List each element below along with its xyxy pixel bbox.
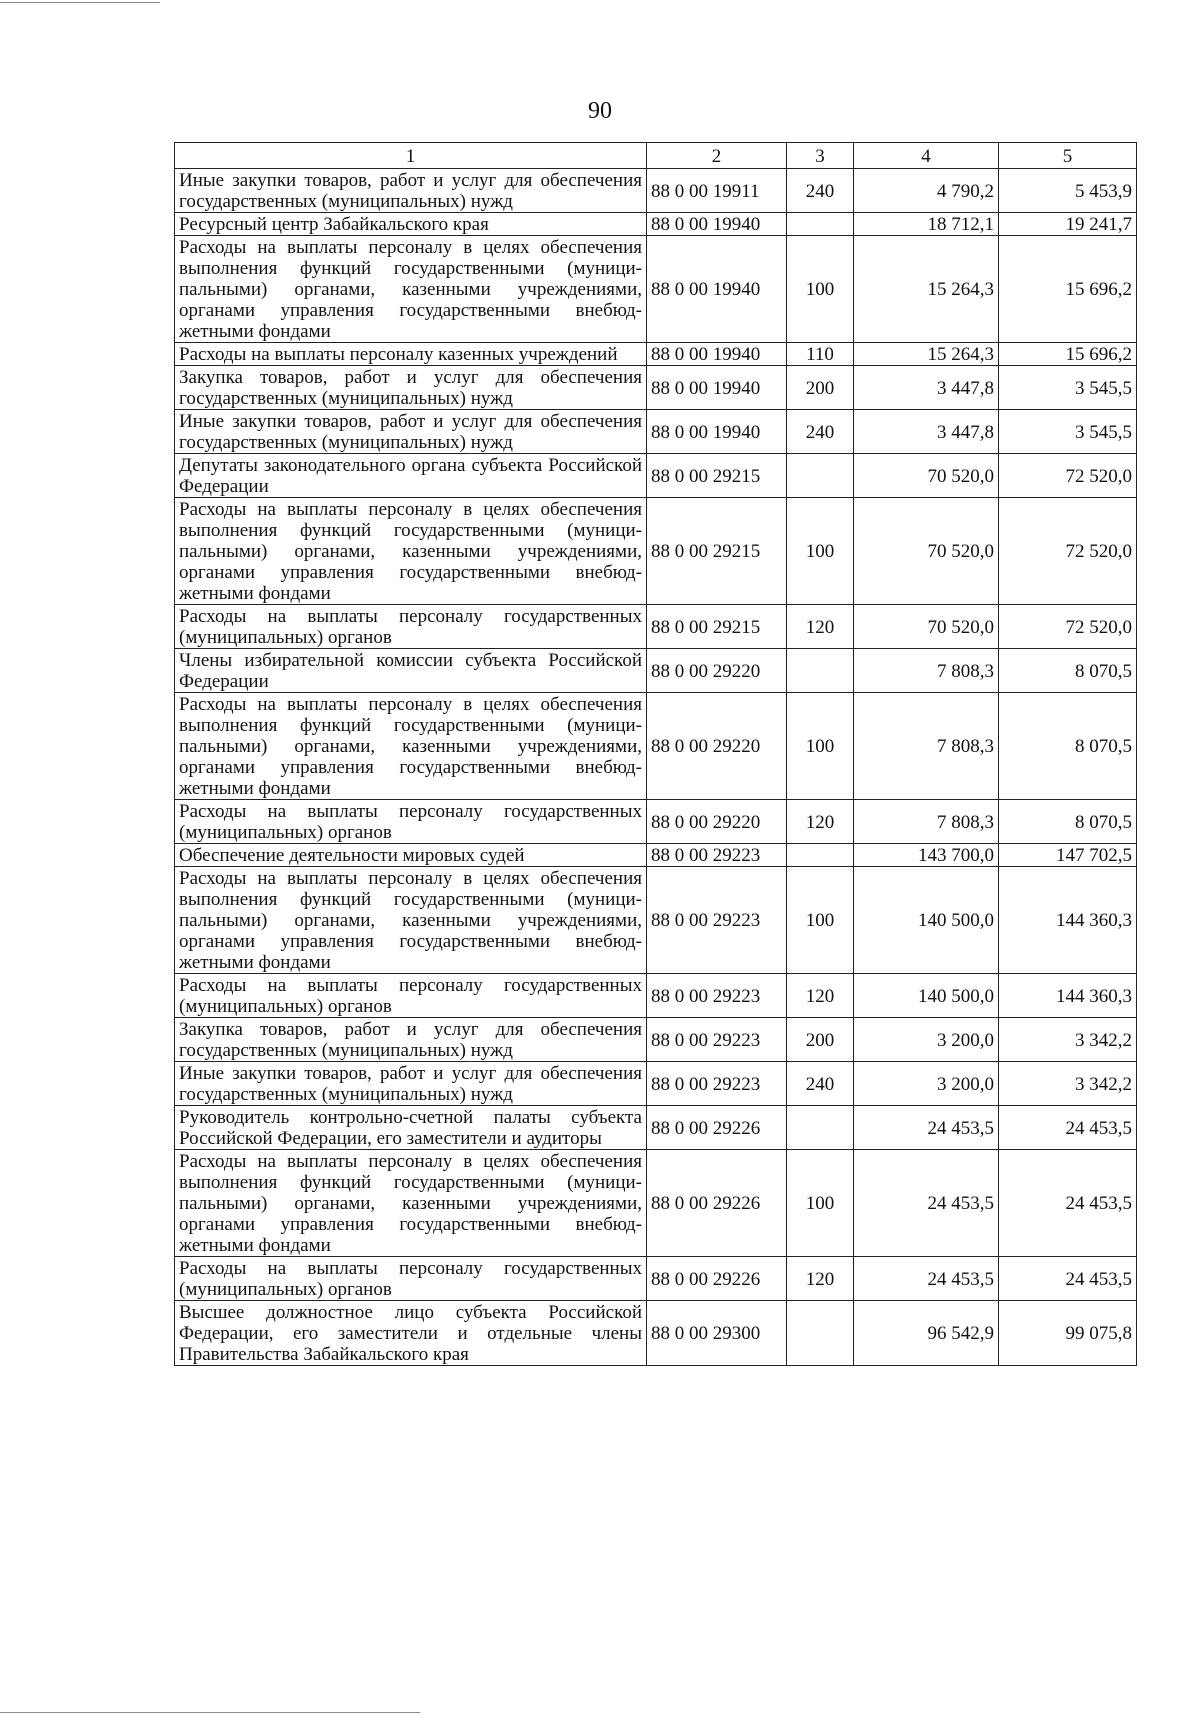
target-code-cell: 88 0 00 29220 <box>647 649 787 693</box>
item-name-cell: Ресурсный центр Забайкальского края <box>175 213 647 236</box>
expense-type-cell <box>787 649 854 693</box>
expense-type-cell: 110 <box>787 343 854 366</box>
amount-column-4-cell: 70 520,0 <box>854 605 999 649</box>
item-name-cell: Закупка товаров, работ и услуг для обеспечения государственных (муниципальных) нужд <box>175 1018 647 1062</box>
amount-column-4-cell: 143 700,0 <box>854 844 999 867</box>
target-code-cell: 88 0 00 29215 <box>647 454 787 498</box>
amount-column-4-cell: 96 542,9 <box>854 1301 999 1366</box>
column-header: 5 <box>999 143 1137 169</box>
table-header-row <box>175 143 1137 169</box>
table-row <box>175 800 1137 844</box>
table-row <box>175 844 1137 867</box>
amount-column-4-cell: 15 264,3 <box>854 343 999 366</box>
amount-column-4-cell: 24 453,5 <box>854 1150 999 1257</box>
item-name-cell: Расходы на выплаты персоналу в целях обеспечения выполнения функций государственными (муниципальными) органами, казенными учреждениями, органами управления государственными внебюджетными фондами <box>175 867 647 974</box>
target-code-cell: 88 0 00 19940 <box>647 213 787 236</box>
amount-column-5-cell: 8 070,5 <box>999 693 1137 800</box>
target-code-cell: 88 0 00 29223 <box>647 844 787 867</box>
amount-column-4-cell: 15 264,3 <box>854 236 999 343</box>
table-body <box>175 169 1137 1366</box>
amount-column-4-cell: 24 453,5 <box>854 1106 999 1150</box>
amount-column-5-cell: 5 453,9 <box>999 169 1137 213</box>
table-row <box>175 1257 1137 1301</box>
item-name-cell: Расходы на выплаты персоналу в целях обеспечения выполнения функций государственными (муниципальными) органами, казенными учреждениями, органами управления государственными внебюджетными фондами <box>175 1150 647 1257</box>
amount-column-5-cell: 15 696,2 <box>999 236 1137 343</box>
table-row <box>175 236 1137 343</box>
amount-column-5-cell: 144 360,3 <box>999 974 1137 1018</box>
item-name-cell: Расходы на выплаты персоналу казенных учреждений <box>175 343 647 366</box>
target-code-cell: 88 0 00 29223 <box>647 1062 787 1106</box>
amount-column-5-cell: 144 360,3 <box>999 867 1137 974</box>
item-name-cell: Члены избирательной комиссии субъекта Российской Федерации <box>175 649 647 693</box>
item-name-cell: Обеспечение деятельности мировых судей <box>175 844 647 867</box>
table-row <box>175 605 1137 649</box>
table-row <box>175 693 1137 800</box>
amount-column-4-cell: 3 447,8 <box>854 366 999 410</box>
table-row <box>175 867 1137 974</box>
expense-type-cell: 100 <box>787 498 854 605</box>
scan-artifact-line <box>0 1712 420 1713</box>
amount-column-4-cell: 140 500,0 <box>854 974 999 1018</box>
table-row <box>175 1106 1137 1150</box>
target-code-cell: 88 0 00 29300 <box>647 1301 787 1366</box>
target-code-cell: 88 0 00 19940 <box>647 366 787 410</box>
target-code-cell: 88 0 00 29223 <box>647 974 787 1018</box>
amount-column-5-cell: 24 453,5 <box>999 1106 1137 1150</box>
table-row <box>175 649 1137 693</box>
amount-column-4-cell: 70 520,0 <box>854 498 999 605</box>
item-name-cell: Иные закупки товаров, работ и услуг для обеспечения государственных (муниципальных) нужд <box>175 169 647 213</box>
target-code-cell: 88 0 00 29226 <box>647 1106 787 1150</box>
amount-column-5-cell: 8 070,5 <box>999 800 1137 844</box>
amount-column-5-cell: 3 545,5 <box>999 366 1137 410</box>
amount-column-5-cell: 72 520,0 <box>999 454 1137 498</box>
item-name-cell: Закупка товаров, работ и услуг для обеспечения государственных (муниципальных) нужд <box>175 366 647 410</box>
column-header: 3 <box>787 143 854 169</box>
target-code-cell: 88 0 00 19940 <box>647 343 787 366</box>
column-header: 4 <box>854 143 999 169</box>
expense-type-cell: 100 <box>787 236 854 343</box>
target-code-cell: 88 0 00 19940 <box>647 236 787 343</box>
amount-column-4-cell: 7 808,3 <box>854 800 999 844</box>
expense-type-cell <box>787 1106 854 1150</box>
target-code-cell: 88 0 00 29223 <box>647 867 787 974</box>
target-code-cell: 88 0 00 29223 <box>647 1018 787 1062</box>
table-row <box>175 169 1137 213</box>
amount-column-5-cell: 3 342,2 <box>999 1018 1137 1062</box>
expense-type-cell: 240 <box>787 1062 854 1106</box>
expense-type-cell: 120 <box>787 800 854 844</box>
amount-column-4-cell: 70 520,0 <box>854 454 999 498</box>
amount-column-5-cell: 24 453,5 <box>999 1150 1137 1257</box>
target-code-cell: 88 0 00 19911 <box>647 169 787 213</box>
amount-column-4-cell: 3 447,8 <box>854 410 999 454</box>
page-number: 90 <box>588 98 612 124</box>
amount-column-5-cell: 15 696,2 <box>999 343 1137 366</box>
target-code-cell: 88 0 00 29220 <box>647 800 787 844</box>
expense-type-cell: 100 <box>787 1150 854 1257</box>
table-row <box>175 1062 1137 1106</box>
expense-type-cell: 200 <box>787 1018 854 1062</box>
amount-column-5-cell: 24 453,5 <box>999 1257 1137 1301</box>
target-code-cell: 88 0 00 29215 <box>647 498 787 605</box>
table-row <box>175 213 1137 236</box>
expense-type-cell: 120 <box>787 974 854 1018</box>
amount-column-4-cell: 140 500,0 <box>854 867 999 974</box>
expense-type-cell: 100 <box>787 693 854 800</box>
item-name-cell: Расходы на выплаты персоналу в целях обеспечения выполнения функций государственными (муниципальными) органами, казенными учреждениями, органами управления государственными внебюджетными фондами <box>175 236 647 343</box>
table-row <box>175 1150 1137 1257</box>
amount-column-4-cell: 24 453,5 <box>854 1257 999 1301</box>
amount-column-5-cell: 72 520,0 <box>999 498 1137 605</box>
amount-column-4-cell: 3 200,0 <box>854 1062 999 1106</box>
item-name-cell: Расходы на выплаты персоналу в целях обеспечения выполнения функций государственными (муниципальными) органами, казенными учреждениями, органами управления государственными внебюджетными фондами <box>175 498 647 605</box>
table-row <box>175 366 1137 410</box>
expense-type-cell: 120 <box>787 605 854 649</box>
amount-column-5-cell: 147 702,5 <box>999 844 1137 867</box>
item-name-cell: Расходы на выплаты персоналу государственных (муниципальных) органов <box>175 605 647 649</box>
expense-type-cell: 240 <box>787 169 854 213</box>
scan-artifact-line <box>0 2 160 3</box>
table-row <box>175 1301 1137 1366</box>
amount-column-4-cell: 3 200,0 <box>854 1018 999 1062</box>
amount-column-5-cell: 99 075,8 <box>999 1301 1137 1366</box>
amount-column-4-cell: 18 712,1 <box>854 213 999 236</box>
expense-type-cell: 120 <box>787 1257 854 1301</box>
amount-column-5-cell: 3 545,5 <box>999 410 1137 454</box>
expense-type-cell <box>787 213 854 236</box>
expense-type-cell: 100 <box>787 867 854 974</box>
table-row <box>175 498 1137 605</box>
table-row <box>175 343 1137 366</box>
amount-column-5-cell: 3 342,2 <box>999 1062 1137 1106</box>
target-code-cell: 88 0 00 29226 <box>647 1150 787 1257</box>
table-row <box>175 1018 1137 1062</box>
amount-column-5-cell: 19 241,7 <box>999 213 1137 236</box>
column-header: 1 <box>175 143 647 169</box>
item-name-cell: Расходы на выплаты персоналу государственных (муниципальных) органов <box>175 974 647 1018</box>
item-name-cell: Иные закупки товаров, работ и услуг для обеспечения государственных (муниципальных) нужд <box>175 410 647 454</box>
amount-column-4-cell: 7 808,3 <box>854 649 999 693</box>
item-name-cell: Депутаты законодательного органа субъекта Российской Федерации <box>175 454 647 498</box>
item-name-cell: Руководитель контрольно-счетной палаты субъекта Российской Федерации, его заместители и аудиторы <box>175 1106 647 1150</box>
item-name-cell: Высшее должностное лицо субъекта Российской Федерации, его заместители и отдельные члены Правительства Забайкальского края <box>175 1301 647 1366</box>
amount-column-5-cell: 8 070,5 <box>999 649 1137 693</box>
column-header: 2 <box>647 143 787 169</box>
target-code-cell: 88 0 00 29220 <box>647 693 787 800</box>
table-row <box>175 454 1137 498</box>
amount-column-4-cell: 7 808,3 <box>854 693 999 800</box>
item-name-cell: Иные закупки товаров, работ и услуг для обеспечения государственных (муниципальных) нужд <box>175 1062 647 1106</box>
expense-type-cell <box>787 844 854 867</box>
target-code-cell: 88 0 00 19940 <box>647 410 787 454</box>
item-name-cell: Расходы на выплаты персоналу государственных (муниципальных) органов <box>175 1257 647 1301</box>
table-row <box>175 974 1137 1018</box>
expense-type-cell <box>787 454 854 498</box>
budget-table <box>174 142 1137 1366</box>
expense-type-cell: 200 <box>787 366 854 410</box>
amount-column-4-cell: 4 790,2 <box>854 169 999 213</box>
target-code-cell: 88 0 00 29215 <box>647 605 787 649</box>
target-code-cell: 88 0 00 29226 <box>647 1257 787 1301</box>
item-name-cell: Расходы на выплаты персоналу государственных (муниципальных) органов <box>175 800 647 844</box>
expense-type-cell: 240 <box>787 410 854 454</box>
table-row <box>175 410 1137 454</box>
expense-type-cell <box>787 1301 854 1366</box>
item-name-cell: Расходы на выплаты персоналу в целях обеспечения выполнения функций государственными (муниципальными) органами, казенными учреждениями, органами управления государственными внебюджетными фондами <box>175 693 647 800</box>
amount-column-5-cell: 72 520,0 <box>999 605 1137 649</box>
